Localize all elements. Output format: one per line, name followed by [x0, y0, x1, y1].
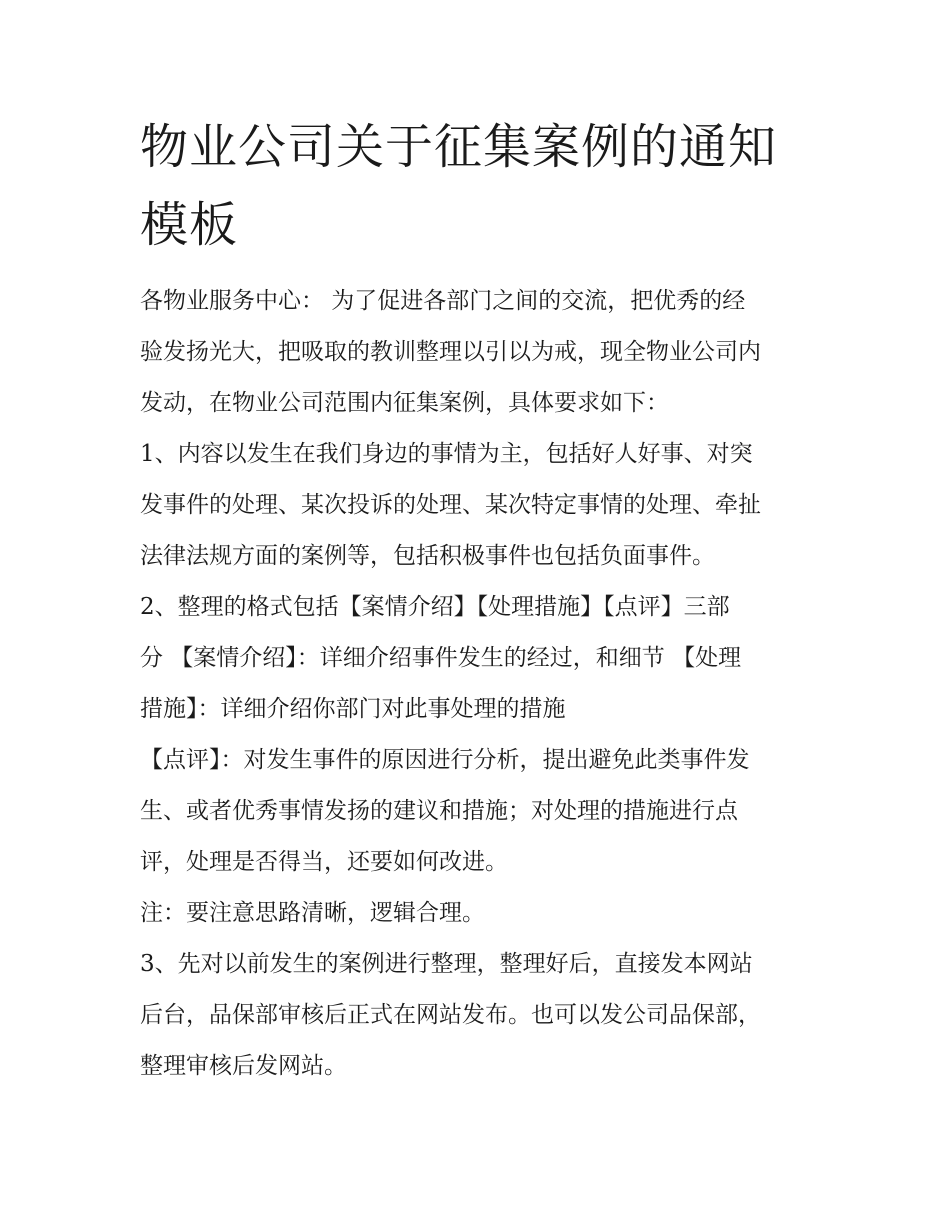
document-title: 物业公司关于征集案例的通知 模板	[140, 119, 778, 253]
paragraph-item-1: 1、内容以发生在我们身边的事情为主，包括好人好事、对突 发事件的处理、某次投诉的处理、某次特定事情的处理、牵扯 法律法规方面的案例等，包括积极事件也包括负面事件。	[140, 441, 761, 569]
document-body	[140, 276, 820, 1092]
paragraph-note: 注：要注意思路清晰，逻辑合理。	[140, 900, 485, 926]
paragraph-review: 【点评】：对发生事件的原因进行分析，提出避免此类事件发 生、或者优秀事情发扬的建议和措施；对处理的措施进行点 评，处理是否得当，还要如何改进。	[140, 747, 750, 875]
paragraph-intro: 各物业服务中心： 为了促进各部门之间的交流，把优秀的经 验发扬光大，把吸取的教训整理以引以为戒，现全物业公司内 发动，在物业公司范围内征集案例，具体要求如下：	[140, 288, 761, 416]
paragraph-item-2: 2、整理的格式包括【案情介绍】【处理措施】【点评】三部 分 【案情介绍】：详细介绍事件发生的经过，和细节 【处理 措施】：详细介绍你部门对此事处理的措施	[140, 594, 742, 722]
paragraph-item-3: 3、先对以前发生的案例进行整理，整理好后，直接发本网站 后台，品保部审核后正式在网站发布。也可以发公司品保部， 整理审核后发网站。	[140, 951, 761, 1079]
